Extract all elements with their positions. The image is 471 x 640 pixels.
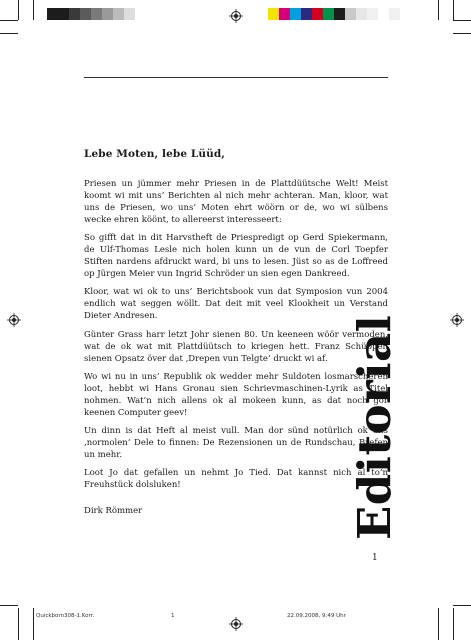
color-swatch bbox=[58, 8, 69, 20]
registration-mark-bottom bbox=[229, 617, 243, 631]
crop-mark-top-left-h2 bbox=[0, 33, 18, 34]
crop-mark-top-left-v1 bbox=[18, 0, 19, 20]
paragraph: So gifft dat in dit Harvstheft de Priespredigt op Gerd Spiekermann, de Ulf-Thomas Lesle nich holen kunn un de vun de Corl Toepfer Stiften nardens afdruckt ward, bi uns to lesen. Jüst so as de Loffreed op Jürgen Meier vun Ingrid Schröder un sien egen Dankreed. bbox=[84, 233, 388, 280]
color-swatch bbox=[312, 8, 323, 20]
section-title-vertical: Editorial bbox=[348, 314, 401, 540]
paragraph: Loot Jo dat gefallen un nehmt Jo Tied. Dat kannst nich al to’n Freuhstück dolsluken! bbox=[84, 467, 388, 491]
slug-filename: Quickborn308-1.Korr. bbox=[36, 613, 95, 619]
crop-mark-bottom-right-h bbox=[453, 605, 471, 606]
slug-page: 1 bbox=[171, 613, 175, 619]
crop-mark-top-right-h2 bbox=[453, 33, 471, 34]
color-swatch bbox=[356, 8, 367, 20]
color-swatch bbox=[80, 8, 91, 20]
crop-mark-top-left-h bbox=[0, 20, 18, 21]
crop-mark-bottom-left-h bbox=[0, 605, 18, 606]
color-swatch bbox=[279, 8, 290, 20]
color-swatch bbox=[323, 8, 334, 20]
color-swatch bbox=[345, 8, 356, 20]
crop-mark-bottom-left-v2 bbox=[33, 608, 34, 640]
color-swatch bbox=[334, 8, 345, 20]
crop-mark-bottom-right-v1 bbox=[438, 608, 439, 640]
registration-mark-right bbox=[450, 313, 464, 327]
crop-mark-bottom-right-v2 bbox=[453, 608, 454, 640]
crop-mark-top-right-v1 bbox=[438, 0, 439, 20]
color-calibration-bar-left bbox=[47, 8, 135, 20]
color-swatch bbox=[113, 8, 124, 20]
color-swatch bbox=[367, 8, 378, 20]
color-swatch bbox=[102, 8, 113, 20]
page-number: 1 bbox=[372, 553, 378, 563]
crop-mark-bottom-left-v1 bbox=[18, 608, 19, 640]
color-swatch bbox=[301, 8, 312, 20]
color-swatch bbox=[290, 8, 301, 20]
slug-datetime: 22.09.2008, 9:49 Uhr bbox=[287, 613, 346, 619]
article-body bbox=[84, 178, 388, 523]
registration-mark-top bbox=[229, 9, 243, 23]
crop-mark-top-left-v2 bbox=[33, 0, 34, 20]
paragraph: Kloor, wat wi ok to uns’ Berichtsbook vun dat Symposion vun 2004 endlich wat seggen wöllt. Dat deit mit veel Klookheit un Verstand Dieter Andresen. bbox=[84, 287, 388, 322]
paragraph: Priesen un jümmer mehr Priesen in de Plattdüütsche Welt! Meist koomt wi mit uns’ Berichten al nich mehr achteran. Man, kloor, wat uns de Priesen, wo uns’ Moten ehrt wöörn or de, wo wi sülbens wecke ehren köönt, to allereerst interesseert: bbox=[84, 179, 388, 226]
color-swatch bbox=[91, 8, 102, 20]
color-calibration-bar-right bbox=[268, 8, 400, 20]
crop-mark-top-right-h bbox=[453, 20, 471, 21]
paragraph: Günter Grass harr letzt Johr sienen 80. Un keeneen wöör vermoden, wat de ok wat mit Plattdüütsch to kriegen hett. Franz Schüppen sienen Opsatz över dat ‚Drepen vun Telgte‘ druckt wi af. bbox=[84, 329, 388, 364]
color-swatch bbox=[378, 8, 389, 20]
signature: Dirk Römmer bbox=[84, 506, 143, 517]
color-swatch bbox=[389, 8, 400, 20]
color-swatch bbox=[124, 8, 135, 20]
registration-mark-left bbox=[7, 313, 21, 327]
header-rule bbox=[84, 77, 388, 78]
color-swatch bbox=[268, 8, 279, 20]
color-swatch bbox=[47, 8, 58, 20]
paragraph: Un dinn is dat Heft al meist vull. Man dor sünd notürlich ok uns ‚normolen‘ Dele to finnen: De Rezensionen un de Rundschau, Brefen un mehr. bbox=[84, 425, 388, 460]
article-title: Lebe Moten, lebe Lüüd, bbox=[84, 148, 226, 160]
color-swatch bbox=[69, 8, 80, 20]
paragraph: Wo wi nu in uns’ Republik ok wedder mehr Suldoten losmarscheren loot, hebbt wi Hans Gronau sien Schrievmaschinen-Lyrik as Titel nohmen. Wat’n nich allens ok al mokeen kunn, as dat noch gor keenen Computer geev! bbox=[84, 371, 388, 418]
crop-mark-top-right-v2 bbox=[453, 0, 454, 20]
